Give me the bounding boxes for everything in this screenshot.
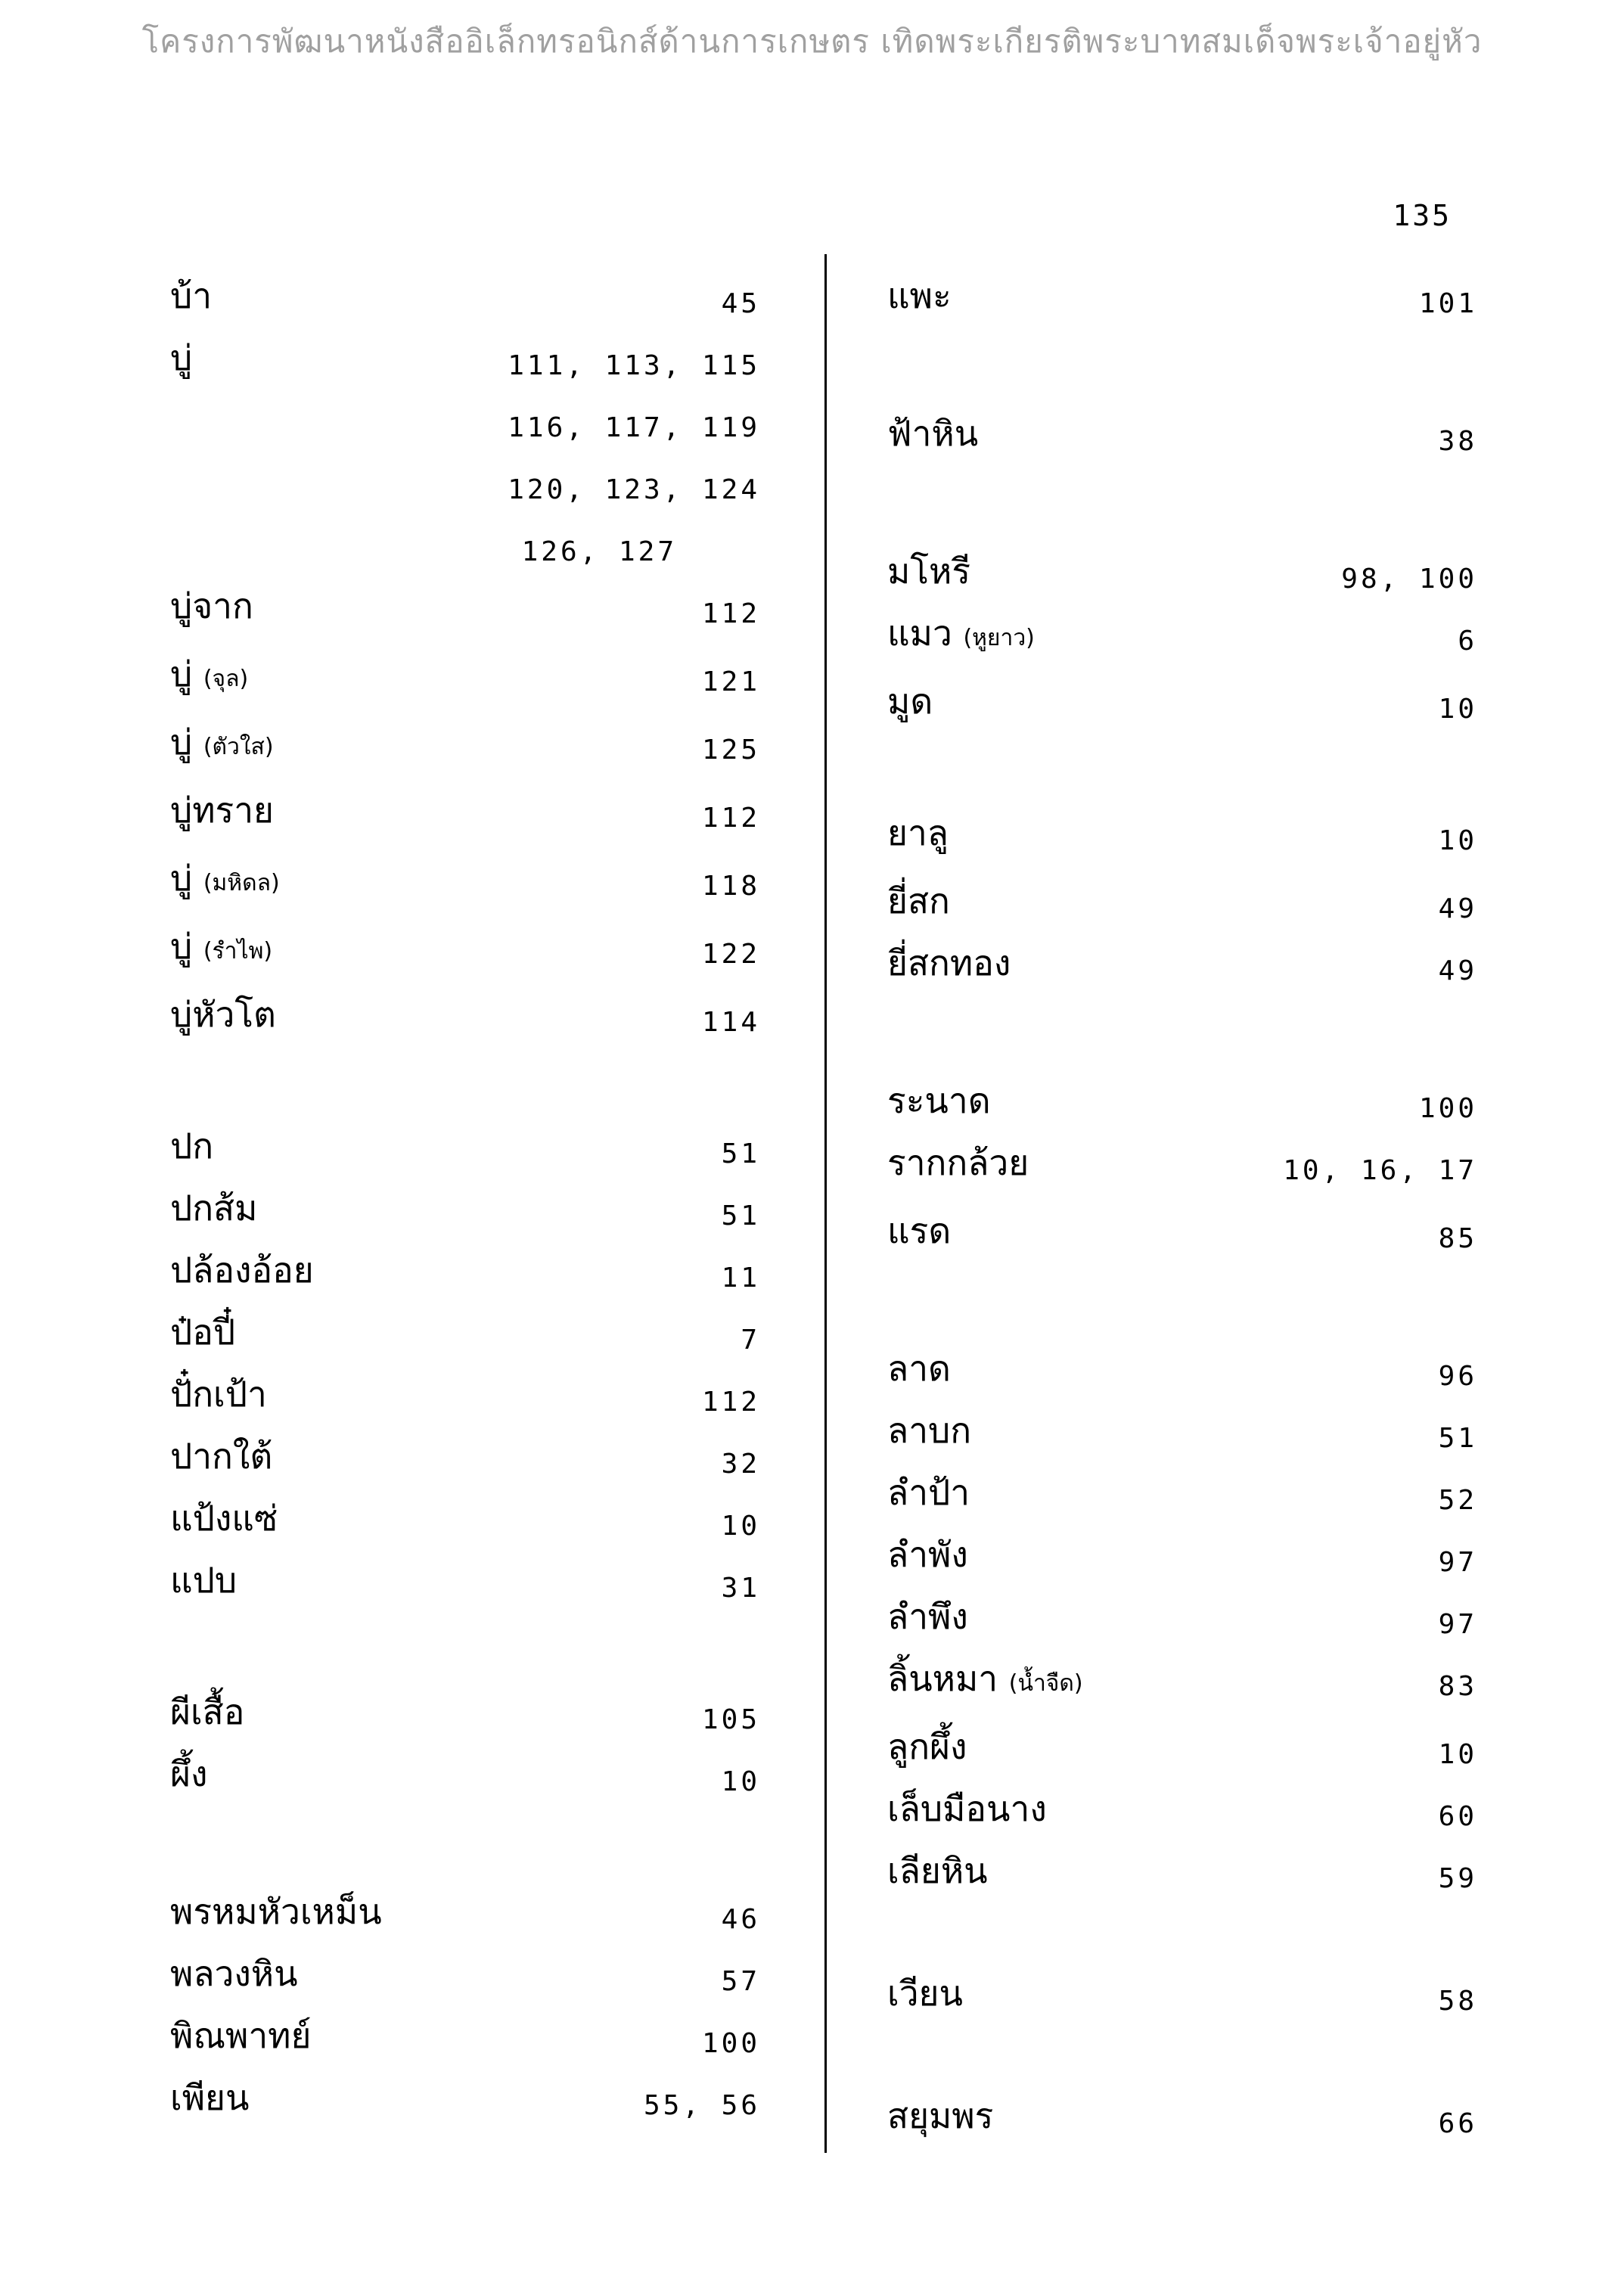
index-term: แปบ [170,1560,238,1601]
index-entry [170,1371,760,1433]
index-term-main: แมว [887,613,952,654]
index-pages: 45 [721,288,760,319]
index-pages: 51 [1438,1423,1477,1454]
index-term [170,919,272,974]
index-entry [887,548,1477,610]
index-pages: 10 [721,1511,760,1542]
index-pages: 105 [701,1704,760,1735]
index-term: พลวงหิน [170,1953,298,1994]
index-term [887,1651,1083,1707]
index-entry [170,644,760,713]
index-pages: 98, 100 [1341,564,1477,595]
index-entry [887,1847,1477,1909]
index-term: มโหรี [887,551,971,592]
index-term-main: บู่ [170,858,193,899]
index-entry [887,272,1477,334]
column-divider [824,254,827,2153]
index-entry [887,1970,1477,2032]
section-gap [170,1053,760,1123]
index-term [170,715,274,770]
index-entry [887,1717,1477,1785]
index-entry [170,1557,760,1619]
section-gap [887,472,1477,548]
index-pages: 101 [1418,288,1477,319]
index-entry [887,610,1477,672]
index-term: บู่หัวโต [170,994,276,1035]
index-entry [887,410,1477,472]
index-entry [887,1407,1477,1469]
index-term: แพะ [887,275,952,316]
section-gap [887,740,1477,809]
index-term: ปล้องอ้อย [170,1250,314,1290]
index-pages: 31 [721,1573,760,1604]
index-term [170,647,248,702]
index-term: เล็บมือนาง [887,1788,1047,1829]
index-pages: 66 [1438,2108,1477,2139]
index-term: ผึ้ง [170,1753,208,1794]
index-term-note: (จุล) [203,666,249,692]
section-gap [887,2032,1477,2092]
index-term [887,606,1035,661]
index-pages: 96 [1438,1361,1477,1392]
index-term: ฟ้าหิน [887,413,979,454]
index-pages: 59 [1438,1863,1477,1894]
index-pages: 112 [701,1387,760,1418]
index-term-note: (น้ำจืด) [1008,1670,1083,1697]
index-entry [170,334,760,396]
index-entry-continued [170,458,760,520]
index-pages: 116, 117, 119 [508,412,760,443]
index-pages: 118 [701,871,760,902]
index-entry [170,2074,760,2136]
index-term: พิณพาทย์ [170,2015,312,2056]
index-term-note: (รำไพ) [203,938,273,964]
index-pages: 10 [1438,1739,1477,1770]
index-pages: 97 [1438,1609,1477,1640]
index-entry-continued [170,396,760,458]
index-pages: 58 [1438,1986,1477,2017]
index-entry [170,2012,760,2074]
index-term: บู่ทราย [170,790,275,831]
index-pages: 38 [1438,426,1477,457]
index-term: ลำป้า [887,1472,970,1513]
index-term: เลียหิน [887,1850,988,1891]
index-pages: 32 [721,1449,760,1480]
index-entry [170,781,760,849]
index-entry-continued [170,520,760,582]
index-entry [887,1593,1477,1655]
section-gap [887,334,1477,410]
index-entry [170,713,760,781]
index-pages: 10 [1438,694,1477,725]
index-pages: 51 [721,1200,760,1231]
index-term: แรด [887,1210,952,1251]
index-pages: 100 [1418,1093,1477,1124]
index-pages: 114 [701,1007,760,1038]
index-pages: 49 [1438,955,1477,986]
watermark-header: โครงการพัฒนาหนังสืออิเล็กทรอนิกส์ด้านการเกษตร เทิดพระเกียรติพระบาทสมเด็จพระเจ้าอยู่หัว [141,23,1483,60]
index-term: ยาลู [887,812,949,853]
index-entry [887,940,1477,1002]
section-gap [887,1002,1477,1077]
index-term: พรหมหัวเหม็น [170,1891,382,1932]
index-term: บ้า [170,275,213,316]
index-term: ป๋อปี๋ [170,1312,236,1353]
index-entry [170,1247,760,1309]
index-pages: 7 [741,1325,760,1356]
index-term: บู่ [170,337,193,378]
index-term: ลาบก [887,1410,972,1451]
index-pages: 83 [1438,1671,1477,1702]
index-term: บู่จาก [170,585,253,626]
index-column-right [887,272,1477,2154]
index-pages: 122 [701,939,760,970]
index-entry [887,809,1477,871]
index-term: เวียน [887,1973,963,2014]
index-term: ระนาด [887,1080,991,1121]
index-entry [170,1495,760,1557]
index-term: ยี่สกทอง [887,943,1011,983]
index-pages: 10 [721,1766,760,1797]
index-entry [887,1077,1477,1139]
index-term: สยุมพร [887,2095,994,2136]
index-entry [170,917,760,985]
section-gap [887,1269,1477,1345]
index-pages: 121 [701,666,760,697]
index-term-note: (หูยาว) [963,625,1035,651]
index-pages: 112 [701,803,760,834]
index-pages: 46 [721,1904,760,1935]
page-number: 135 [1393,199,1452,232]
section-gap [170,1619,760,1688]
index-term: ลำพัง [887,1534,968,1575]
index-entry [170,582,760,644]
index-pages: 125 [701,735,760,766]
index-pages: 10, 16, 17 [1283,1155,1477,1186]
index-term-note: (มหิดล) [203,870,280,896]
index-entry [170,1309,760,1371]
index-term: มูด [887,681,933,722]
index-entry [887,1655,1477,1717]
index-term: แป้งแซ่ [170,1498,278,1539]
index-pages: 111, 113, 115 [508,350,760,381]
index-pages: 57 [721,1966,760,1997]
index-term: ปก [170,1126,214,1166]
section-gap [170,1812,760,1882]
index-pages: 11 [721,1263,760,1294]
index-term: รากกล้วย [887,1142,1029,1183]
index-term-main: ลิ้นหมา [887,1658,998,1699]
index-term: ยี่สก [887,881,950,921]
index-term: ปากใต้ [170,1436,273,1477]
index-entry [887,1139,1477,1201]
index-pages: 112 [701,598,760,629]
index-entry [887,1531,1477,1593]
index-term: ลำพึง [887,1596,968,1637]
index-entry [170,1688,760,1750]
index-term: ปั๋กเป้า [170,1374,267,1415]
index-term: ลาด [887,1348,951,1389]
index-entry [887,672,1477,740]
index-entry [170,1950,760,2012]
index-entry [887,1469,1477,1531]
index-entry [887,871,1477,940]
index-entry [170,1185,760,1247]
index-pages: 97 [1438,1547,1477,1578]
index-entry [170,1750,760,1812]
index-entry [887,1345,1477,1407]
index-pages: 55, 56 [643,2090,760,2121]
index-term: ปกส้ม [170,1188,258,1228]
index-pages: 6 [1458,626,1477,657]
index-pages: 60 [1438,1801,1477,1832]
index-entry [170,1433,760,1495]
index-pages: 85 [1438,1223,1477,1254]
index-pages: 120, 123, 124 [508,474,760,505]
index-entry [170,272,760,334]
index-term: ลูกผึ้ง [887,1726,967,1767]
index-term-note: (ตัวใส) [203,734,274,760]
index-term-main: บู่ [170,722,193,762]
index-entry [170,849,760,917]
index-term: เพียน [170,2077,250,2118]
index-pages: 126, 127 [521,536,677,567]
index-pages: 49 [1438,893,1477,924]
index-entry [170,1882,760,1950]
index-entry [887,2092,1477,2154]
index-entry [887,1785,1477,1847]
index-term-main: บู่ [170,654,193,694]
index-entry [170,1123,760,1185]
index-pages: 51 [721,1138,760,1169]
index-pages: 100 [701,2028,760,2059]
index-term: ผีเสื้อ [170,1691,245,1732]
index-pages: 52 [1438,1485,1477,1516]
index-term [170,851,280,906]
section-gap [887,1909,1477,1970]
index-term-main: บู่ [170,926,193,967]
index-entry [887,1201,1477,1269]
index-entry [170,985,760,1053]
index-column-left [170,272,760,2136]
index-pages: 10 [1438,825,1477,856]
